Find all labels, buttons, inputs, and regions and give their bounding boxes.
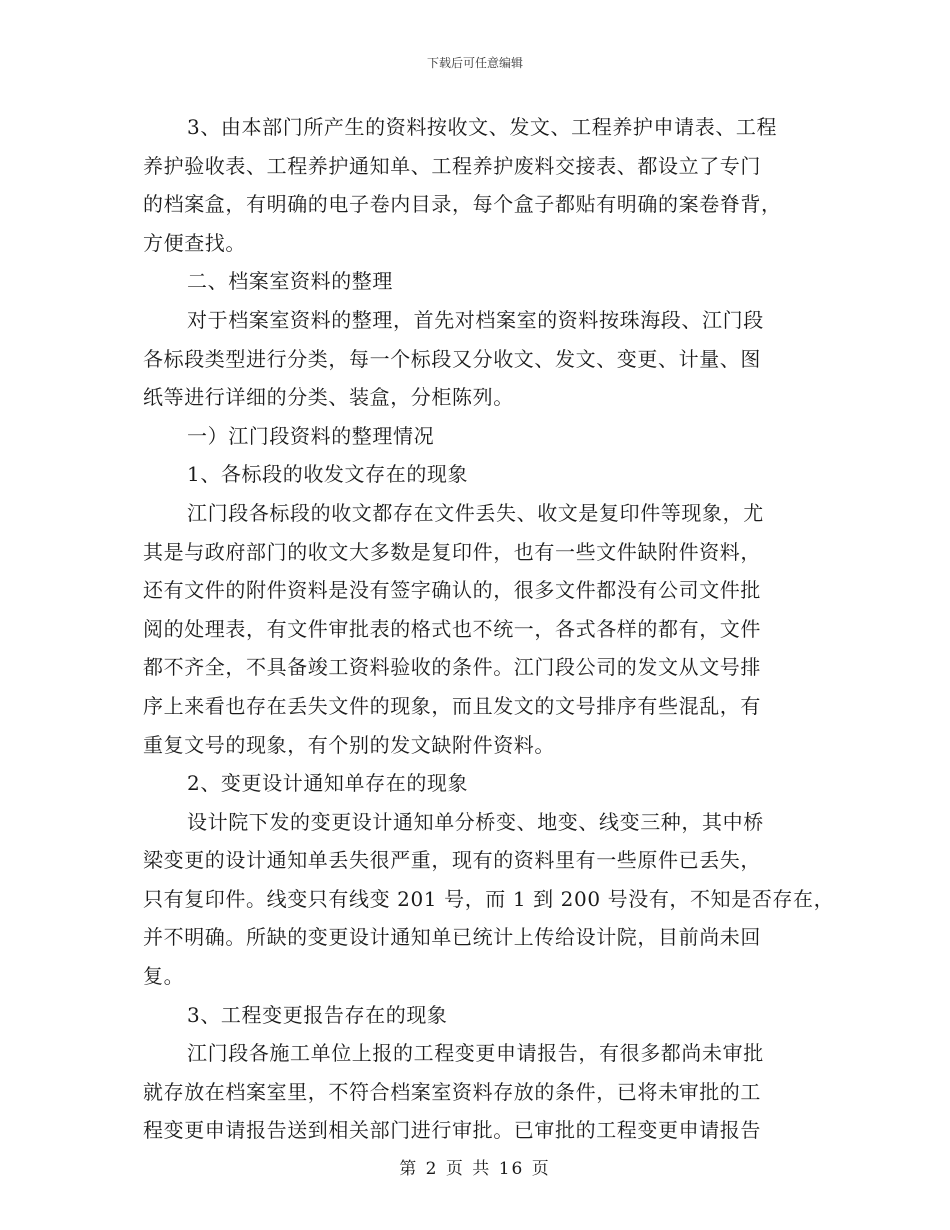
text-line: 二、档案室资料的整理: [187, 269, 393, 294]
text-line: 方便查找。: [143, 230, 246, 255]
text-line: 各标段类型进行分类，每一个标段又分收文、发文、变更、计量、图: [143, 346, 761, 371]
text-line: 其是与政府部门的收文大多数是复印件，也有一些文件缺附件资料，: [143, 539, 761, 564]
text-line: 纸等进行详细的分类、装盒，分柜陈列。: [143, 385, 514, 410]
page-header: 下载后可任意编辑: [426, 56, 523, 70]
text-line: 阅的处理表，有文件审批表的格式也不统一，各式各样的都有，文件: [143, 616, 761, 641]
page-footer: 第 2 页 共 16 页: [399, 1159, 551, 1179]
text-line: 江门段各标段的收文都存在文件丢失、收文是复印件等现象，尤: [187, 500, 764, 525]
text-line: 梁变更的设计通知单丢失很严重，现有的资料里有一些原件已丢失，: [143, 848, 761, 873]
text-line: 并不明确。所缺的变更设计通知单已统计上传给设计院，目前尚未回: [143, 925, 761, 950]
text-line: 对于档案室资料的整理，首先对档案室的资料按珠海段、江门段: [187, 307, 764, 332]
text-line: 设计院下发的变更设计通知单分桥变、地变、线变三种，其中桥: [187, 809, 764, 834]
text-line: 1、各标段的收发文存在的现象: [187, 462, 469, 487]
text-line: 复。: [143, 964, 185, 989]
text-line: 3、由本部门所产生的资料按收文、发文、工程养护申请表、工程: [187, 115, 778, 139]
text-line: 重复文号的现象，有个别的发文缺附件资料。: [143, 732, 555, 757]
text-line: 还有文件的附件资料是没有签字确认的，很多文件都没有公司文件批: [143, 578, 761, 603]
text-line: 只有复印件。线变只有线变 201 号，而 1 到 200 号没有，不知是否存在，: [143, 886, 835, 911]
text-line: 都不齐全，不具备竣工资料验收的条件。江门段公司的发文从文号排: [143, 655, 761, 680]
text-line: 2、变更设计通知单存在的现象: [187, 771, 469, 796]
text-line: 序上来看也存在丢失文件的现象，而且发文的文号排序有些混乱，有: [143, 693, 761, 718]
text-line: 程变更申请报告送到相关部门进行审批。已审批的工程变更申请报告: [143, 1118, 761, 1143]
text-line: 的档案盒，有明确的电子卷内目录，每个盒子都贴有明确的案卷脊背，: [143, 192, 782, 217]
text-line: 就存放在档案室里，不符合档案室资料存放的条件，已将未审批的工: [143, 1079, 761, 1104]
text-line: 养护验收表、工程养护通知单、工程养护废料交接表、都设立了专门: [143, 153, 761, 178]
text-line: 一）江门段资料的整理情况: [187, 423, 435, 448]
text-line: 江门段各施工单位上报的工程变更申请报告，有很多都尚未审批: [187, 1041, 764, 1066]
text-line: 3、工程变更报告存在的现象: [187, 1002, 448, 1027]
document-body: [143, 108, 835, 1150]
